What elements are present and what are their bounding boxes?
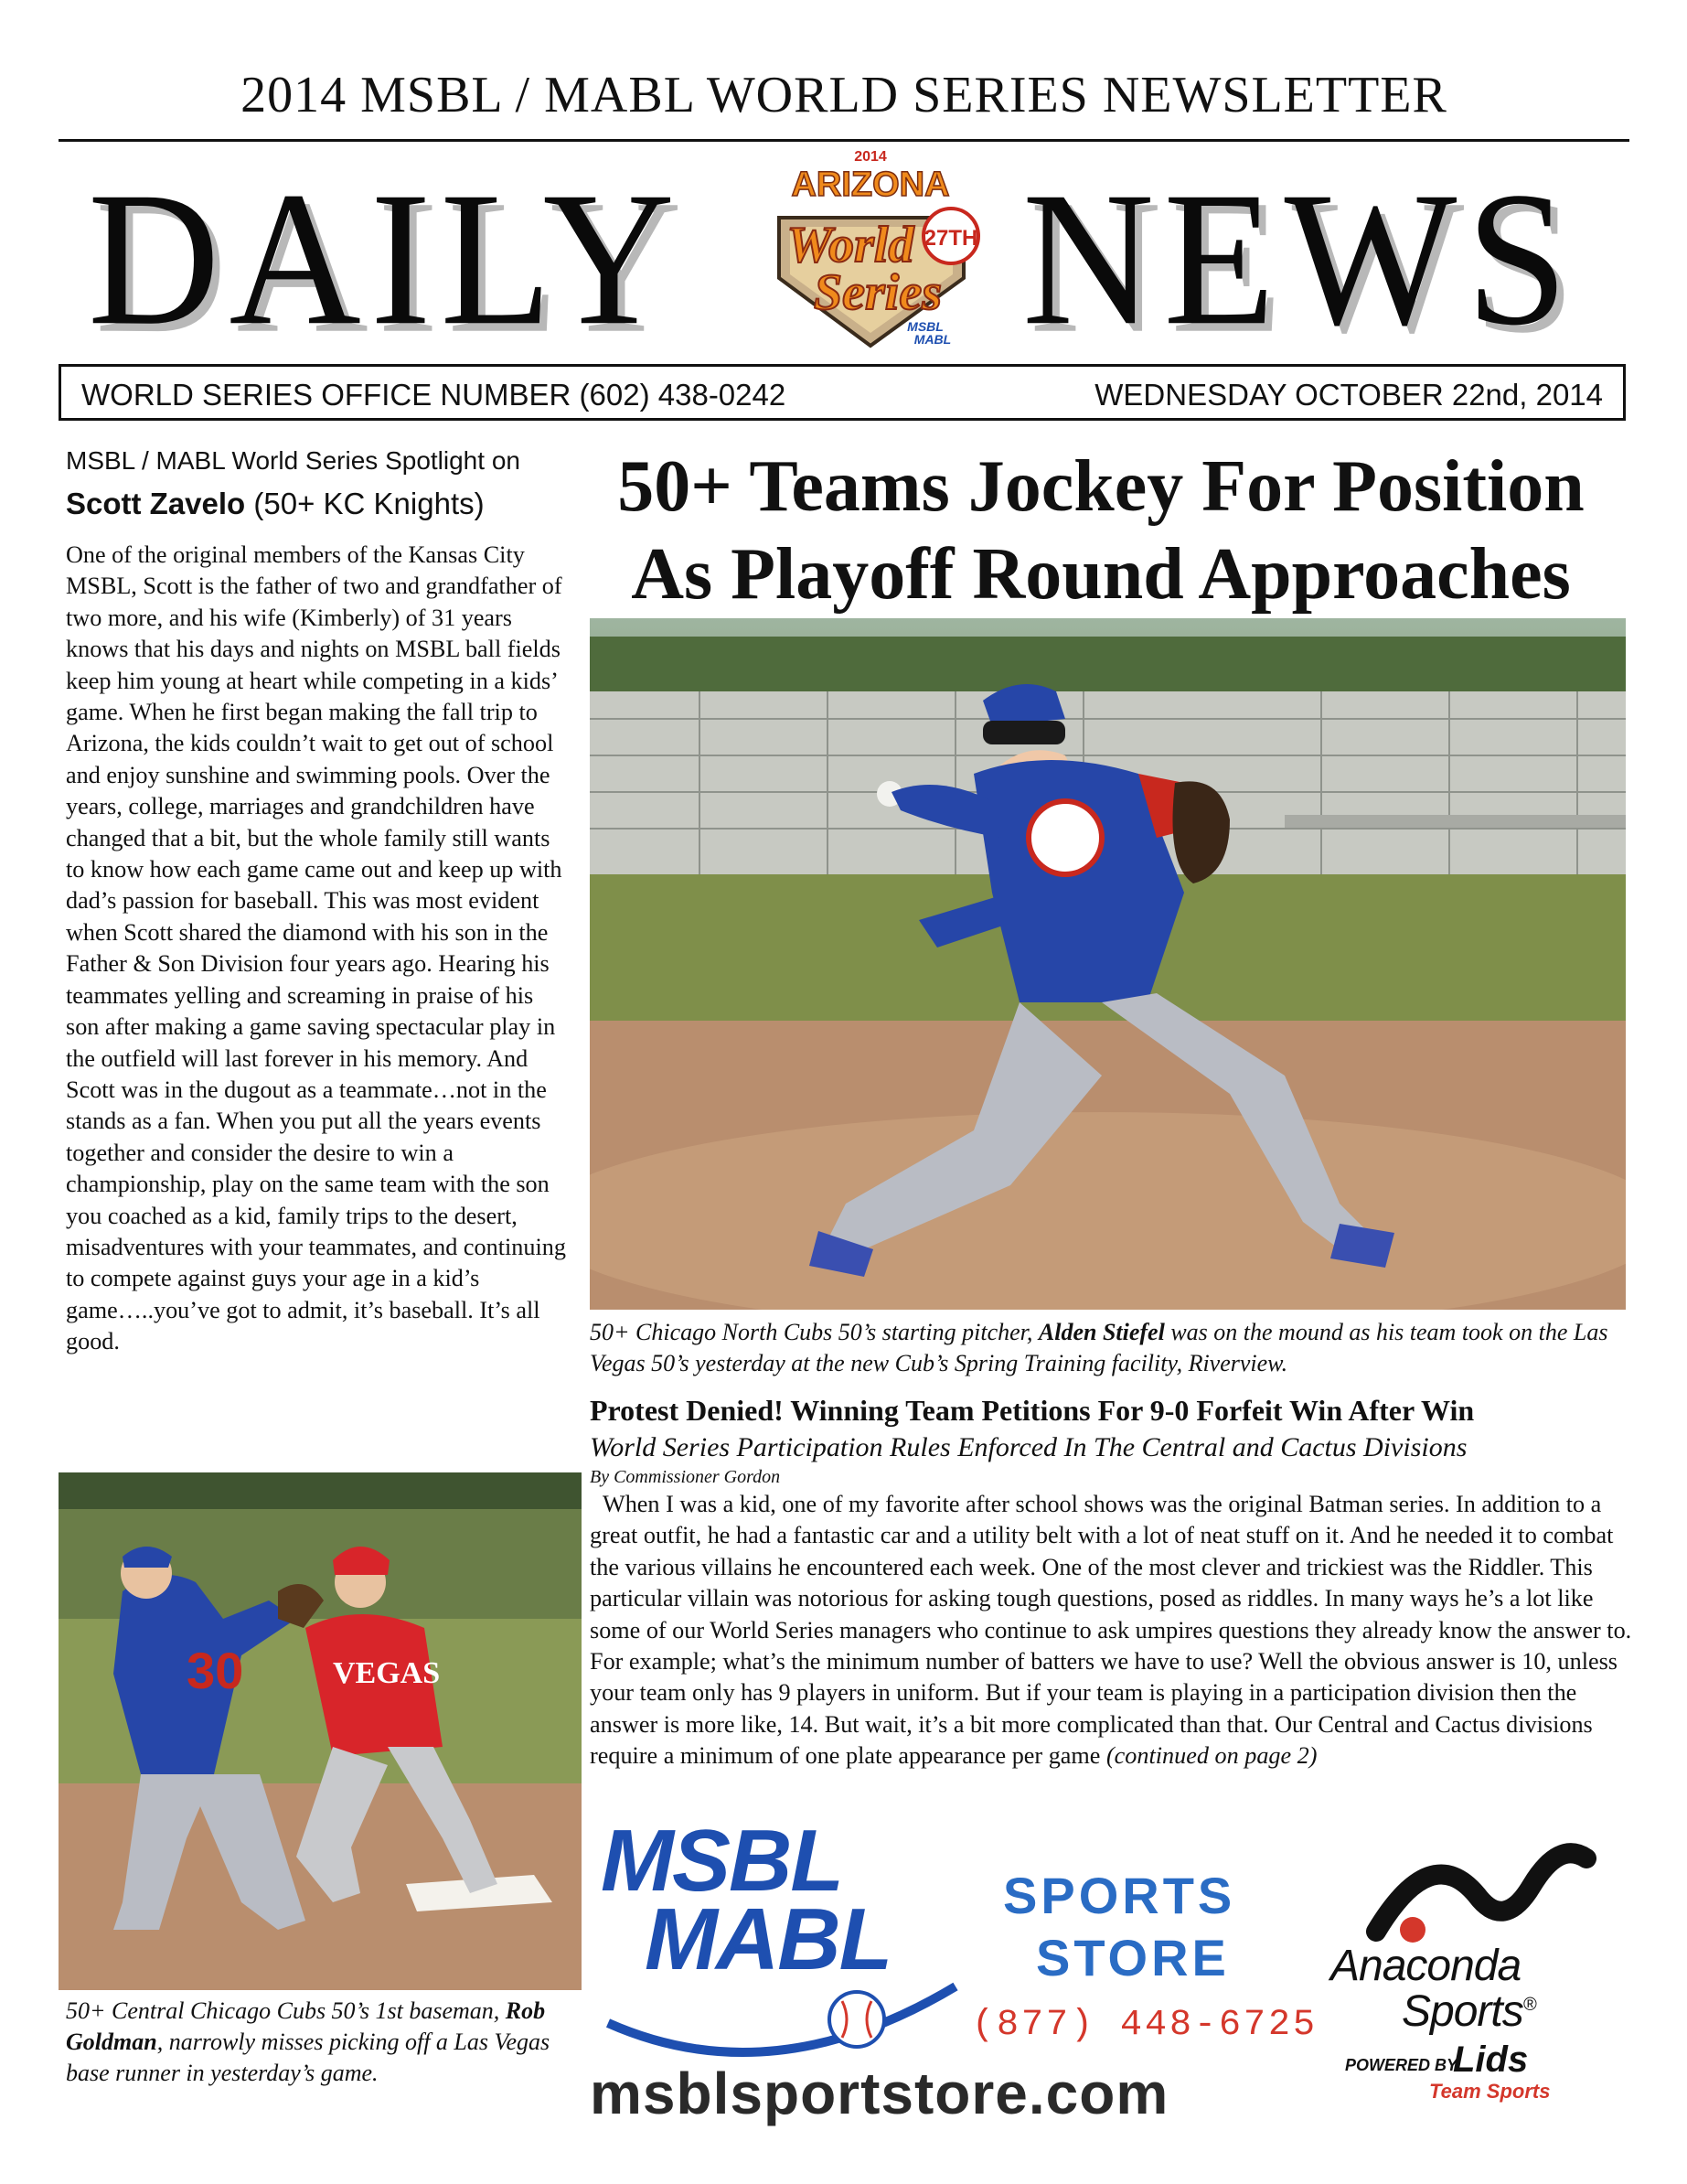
ad-powered-by: POWERED BY: [1345, 2056, 1458, 2074]
office-number: WORLD SERIES OFFICE NUMBER (602) 438-0242: [81, 378, 786, 412]
ad-partner-word: Sports: [1402, 1987, 1523, 2036]
ad-registered-mark: ®: [1522, 1995, 1536, 2015]
story-text: When I was a kid, one of my favorite after school shows was the original Batman series. In addition to a great outfit, he had a fantastic car and a utility belt with a lot of neat stuff on it. And he needed it to combat the various villains he encountered each week. One of the most clever and trickiest was the Riddler. This particular villain was notorious for asking tough questions, posed as riddles. In many ways he’s a lot like some of our World Series managers who continue to ask umpires questions they already know the answer to. For example; what’s the minimum number of batters we have to use? Well the obvious answer is 10, unless your team only has 9 players in uniform. But if your team is playing in a participation division then the answer is more like, 14. But wait, it’s a bit more complicated than that. Our Central and Cactus divisions require a minimum of one plate appearance per game: [590, 1491, 1632, 1770]
ad-partner-line-1: Anaconda: [1330, 1942, 1522, 1990]
main-headline: [571, 443, 1631, 618]
ad-brand-msbl: MSBL: [601, 1812, 842, 1910]
logo-org-2: MABL: [913, 332, 952, 347]
anaconda-snake-logo: [1349, 1822, 1614, 1950]
jersey-text: VEGAS: [333, 1656, 441, 1690]
ad-powered-brand-sub: Team Sports: [1429, 2080, 1551, 2103]
spotlight-player-name: Scott Zavelo: [66, 487, 246, 520]
ad-store-line-2: STORE: [1036, 1929, 1230, 1986]
first-base-photo: [59, 1472, 582, 1990]
ad-partner-line-2: [1402, 1986, 1535, 2037]
logo-world: World: [786, 217, 914, 273]
world-series-logo: [742, 141, 998, 353]
spotlight-name: [66, 487, 485, 521]
story-byline: By Commissioner Gordon: [590, 1467, 781, 1487]
caption-text: , narrowly misses picking off a Las Vegas base runner in yesterday’s game.: [66, 2029, 550, 2086]
logo-edition: 27TH: [924, 226, 978, 251]
caption-player: Alden Stiefel: [1038, 1319, 1165, 1345]
info-bar: [59, 364, 1626, 421]
headline-line-2: As Playoff Round Approaches: [631, 534, 1571, 615]
ad-brand-mabl: MABL: [645, 1890, 892, 1988]
story-body: [590, 1489, 1632, 1772]
story-title: Protest Denied! Winning Team Petitions For 9-0 Forfeit Win After Win: [590, 1394, 1475, 1427]
newsletter-title: 2014 MSBL / MABL WORLD SERIES NEWSLETTER: [240, 67, 1447, 123]
issue-date: WEDNESDAY OCTOBER 22nd, 2014: [1094, 378, 1603, 412]
pitcher-caption: [590, 1317, 1632, 1379]
continued-note: (continued on page 2): [1105, 1742, 1318, 1770]
logo-series: Series: [814, 264, 942, 321]
caption-text: was on the mound as his team took on the Las Vegas 50’s yesterday at the new Cub’s Spring Training facility, Riverview.: [590, 1319, 1608, 1376]
ad-baseball-icon: [829, 1992, 884, 2047]
headline-line-1: 50+ Teams Jockey For Position: [617, 446, 1585, 527]
story-paragraph: [590, 1489, 1632, 1772]
masthead-daily: DAILY: [88, 153, 685, 366]
ad-swoosh: [590, 1858, 992, 2078]
spotlight-team: (50+ KC Knights): [253, 487, 485, 520]
spotlight-paragraph: One of the original members of the Kansas City MSBL, Scott is the father of two and grandfather of two more, and his wife (Kimberly) of 31 years knows that his days and nights on MSBL ball fields keep him young at heart while competing in a kids’ game. When he first began making the fall trip to Arizona, the kids couldn’t wait to get out of school and enjoy sunshine and swimming pools. Over the years, college, marriages and grandchildren have changed that a bit, but the whole family still wants to know how each game came out and keep up with dad’s passion for baseball. This was most evident when Scott shared the diamond with his son in the Father & Son Division four years ago. Hearing his teammates yelling and screaming in praise of his son after making a game saving spectacular play in the outfield will last forever in his memory. And Scott was in the dugout as a teammate…not in the stands as a fan. When you put all the years events together and consider the desire to win a championship, play on the same team with the son you coached as a kid, family trips to the desert, misadventures with your teammates, and continuing to compete against guys your age in a kid’s game…..you’ve got to admit, it’s baseball. It’s all good.: [66, 541, 566, 1355]
ad-phone: (877) 448-6725: [972, 2005, 1319, 2046]
jersey-number: 30: [187, 1642, 244, 1699]
logo-state: ARIZONA: [791, 166, 950, 204]
first-base-caption: [66, 1996, 587, 2089]
caption-text: 50+ Chicago North Cubs 50’s starting pitcher,: [590, 1319, 1039, 1345]
ad-store-line-1: SPORTS: [1003, 1867, 1236, 1924]
masthead-news: NEWS: [1022, 153, 1577, 366]
sports-store-ad: [590, 1812, 1632, 2160]
caption-text: 50+ Central Chicago Cubs 50’s 1st baseman,: [66, 1997, 506, 2024]
ad-powered-brand: Lids: [1453, 2039, 1529, 2080]
spotlight-body: [66, 540, 567, 1358]
pitcher-photo: [590, 618, 1626, 1310]
logo-year: 2014: [854, 149, 887, 165]
ad-url[interactable]: msblsportstore.com: [590, 2061, 1169, 2126]
story-subtitle: World Series Participation Rules Enforced In The Central and Cactus Divisions: [590, 1432, 1468, 1462]
caption-player: Rob Goldman: [66, 1997, 546, 2055]
spotlight-label: MSBL / MABL World Series Spotlight on: [66, 446, 520, 475]
logo-org-1: MSBL: [907, 319, 944, 334]
